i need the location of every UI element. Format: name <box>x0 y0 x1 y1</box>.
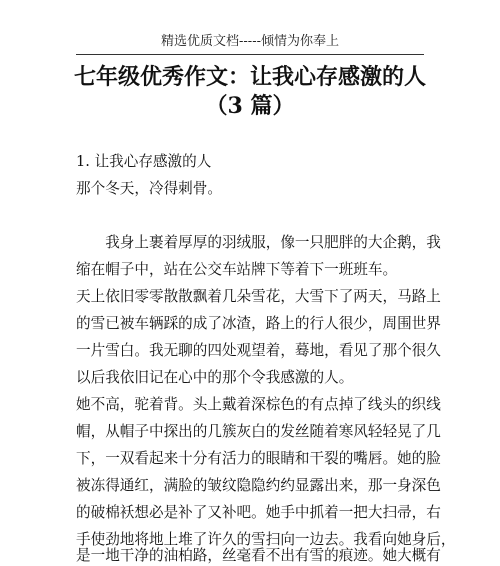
section-heading: 1. 让我心存感激的人 <box>76 153 212 170</box>
text-line: 手使劲地将地上堆了许久的雪扫向一边去。我看向她身后， <box>76 531 456 548</box>
text-line: 的雪已被车辆踩的成了冰渣，路上的行人很少，周围世界 <box>76 315 441 332</box>
text-line: 以后我依旧记在心中的那个令我感激的人。 <box>76 369 354 386</box>
text-line: 那个冬天，冷得刺骨。 <box>76 180 222 197</box>
document-subtitle: （3 篇） <box>205 93 295 119</box>
document-title: 七年级优秀作文：让我心存感激的人 <box>73 64 426 90</box>
text-line: 的破棉袄想必是补了又补吧。她手中抓着一把大扫帚，右 <box>76 504 441 521</box>
text-line: 她不高，驼着背。头上戴着深棕色的有点掉了线头的织线 <box>76 396 441 413</box>
text-line: 我身上裹着厚厚的羽绒服，像一只肥胖的大企鹅，我 <box>76 234 441 251</box>
text-line: 一片雪白。我无聊的四处观望着，蓦地，看见了那个很久 <box>76 342 441 359</box>
page-header: 精选优质文档-----倾情为你奉上 <box>161 34 339 49</box>
header-divider <box>76 54 424 55</box>
text-line: 是一地干净的油柏路，丝毫看不出有雪的痕迹。她大概有 <box>76 547 441 564</box>
text-line: 缩在帽子中，站在公交车站牌下等着下一班班车。 <box>76 261 398 278</box>
text-line: 天上依旧零零散散飘着几朵雪花，大雪下了两天，马路上 <box>76 288 441 305</box>
text-line: 被冻得通红，满脸的皱纹隐隐约约显露出来，那一身深色 <box>76 477 441 494</box>
text-line: 下，一双看起来十分有活力的眼睛和干裂的嘴唇。她的脸 <box>76 450 441 467</box>
text-line: 帽，从帽子中探出的几簇灰白的发丝随着寒风轻轻晃了几 <box>76 423 441 440</box>
